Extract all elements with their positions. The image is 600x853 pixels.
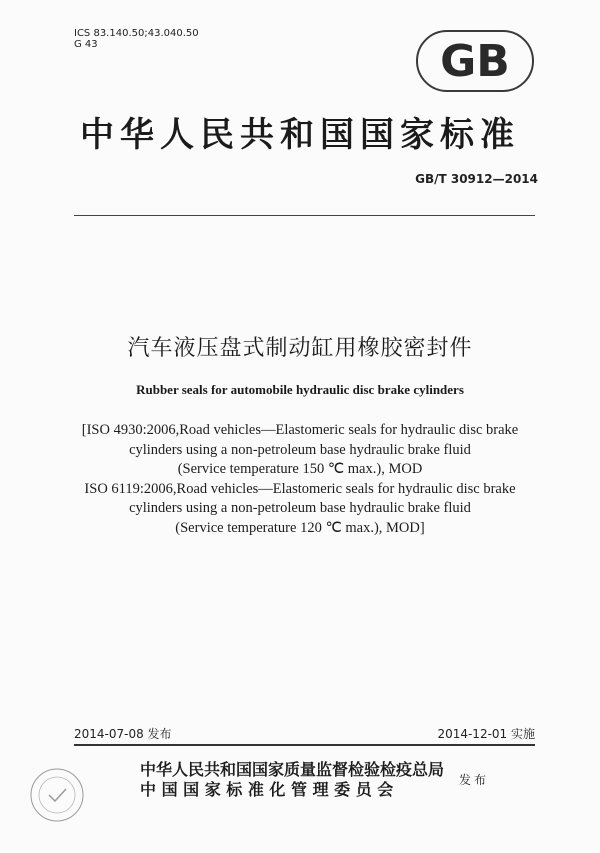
seal-stamp <box>28 766 86 824</box>
reference-line: cylinders using a non-petroleum base hydraulic brake fluid <box>129 500 471 516</box>
national-standard-title: 中华人民共和国国家标准 <box>80 115 520 155</box>
reference-line: (Service temperature 150 ℃ max.), MOD <box>177 461 423 477</box>
document-title-cn: 汽车液压盘式制动缸用橡胶密封件 <box>127 336 473 361</box>
ics-code: ICS 83.140.50;43.040.50 <box>74 28 199 39</box>
classification-codes <box>74 28 199 50</box>
issued-label: 发布 <box>459 773 490 787</box>
reference-line: ISO 6119:2006,Road vehicles—Elastomeric seals for hydraulic disc brake <box>84 480 516 497</box>
gb-logo <box>416 30 534 92</box>
reference-line: (Service temperature 120 ℃ max.), MOD] <box>175 519 425 536</box>
footer-divider <box>74 744 535 746</box>
implementation-date: 2014-12-01 实施 <box>437 727 535 741</box>
document-title-en: Rubber seals for automobile hydraulic disc brake cylinders <box>136 382 464 397</box>
issue-date: 2014-07-08 发布 <box>74 727 172 741</box>
reference-standards <box>0 421 600 538</box>
standard-number: GB/T 30912—2014 <box>415 172 538 186</box>
issuer-aqsiq: 中华人民共和国国家质量监督检验检疫总局 <box>140 760 445 779</box>
reference-line: [ISO 4930:2006,Road vehicles—Elastomeric seals for hydraulic disc brake <box>81 422 519 438</box>
issuer-sac: 中 国 国 家 标 准 化 管 理 委 员 会 <box>140 780 394 799</box>
issuing-authorities <box>140 760 460 800</box>
header-divider <box>74 215 535 216</box>
ccs-code: G 43 <box>74 39 98 50</box>
reference-line: cylinders using a non-petroleum base hydraulic brake fluid <box>129 441 471 458</box>
gb-logo-text: GB <box>440 36 510 87</box>
